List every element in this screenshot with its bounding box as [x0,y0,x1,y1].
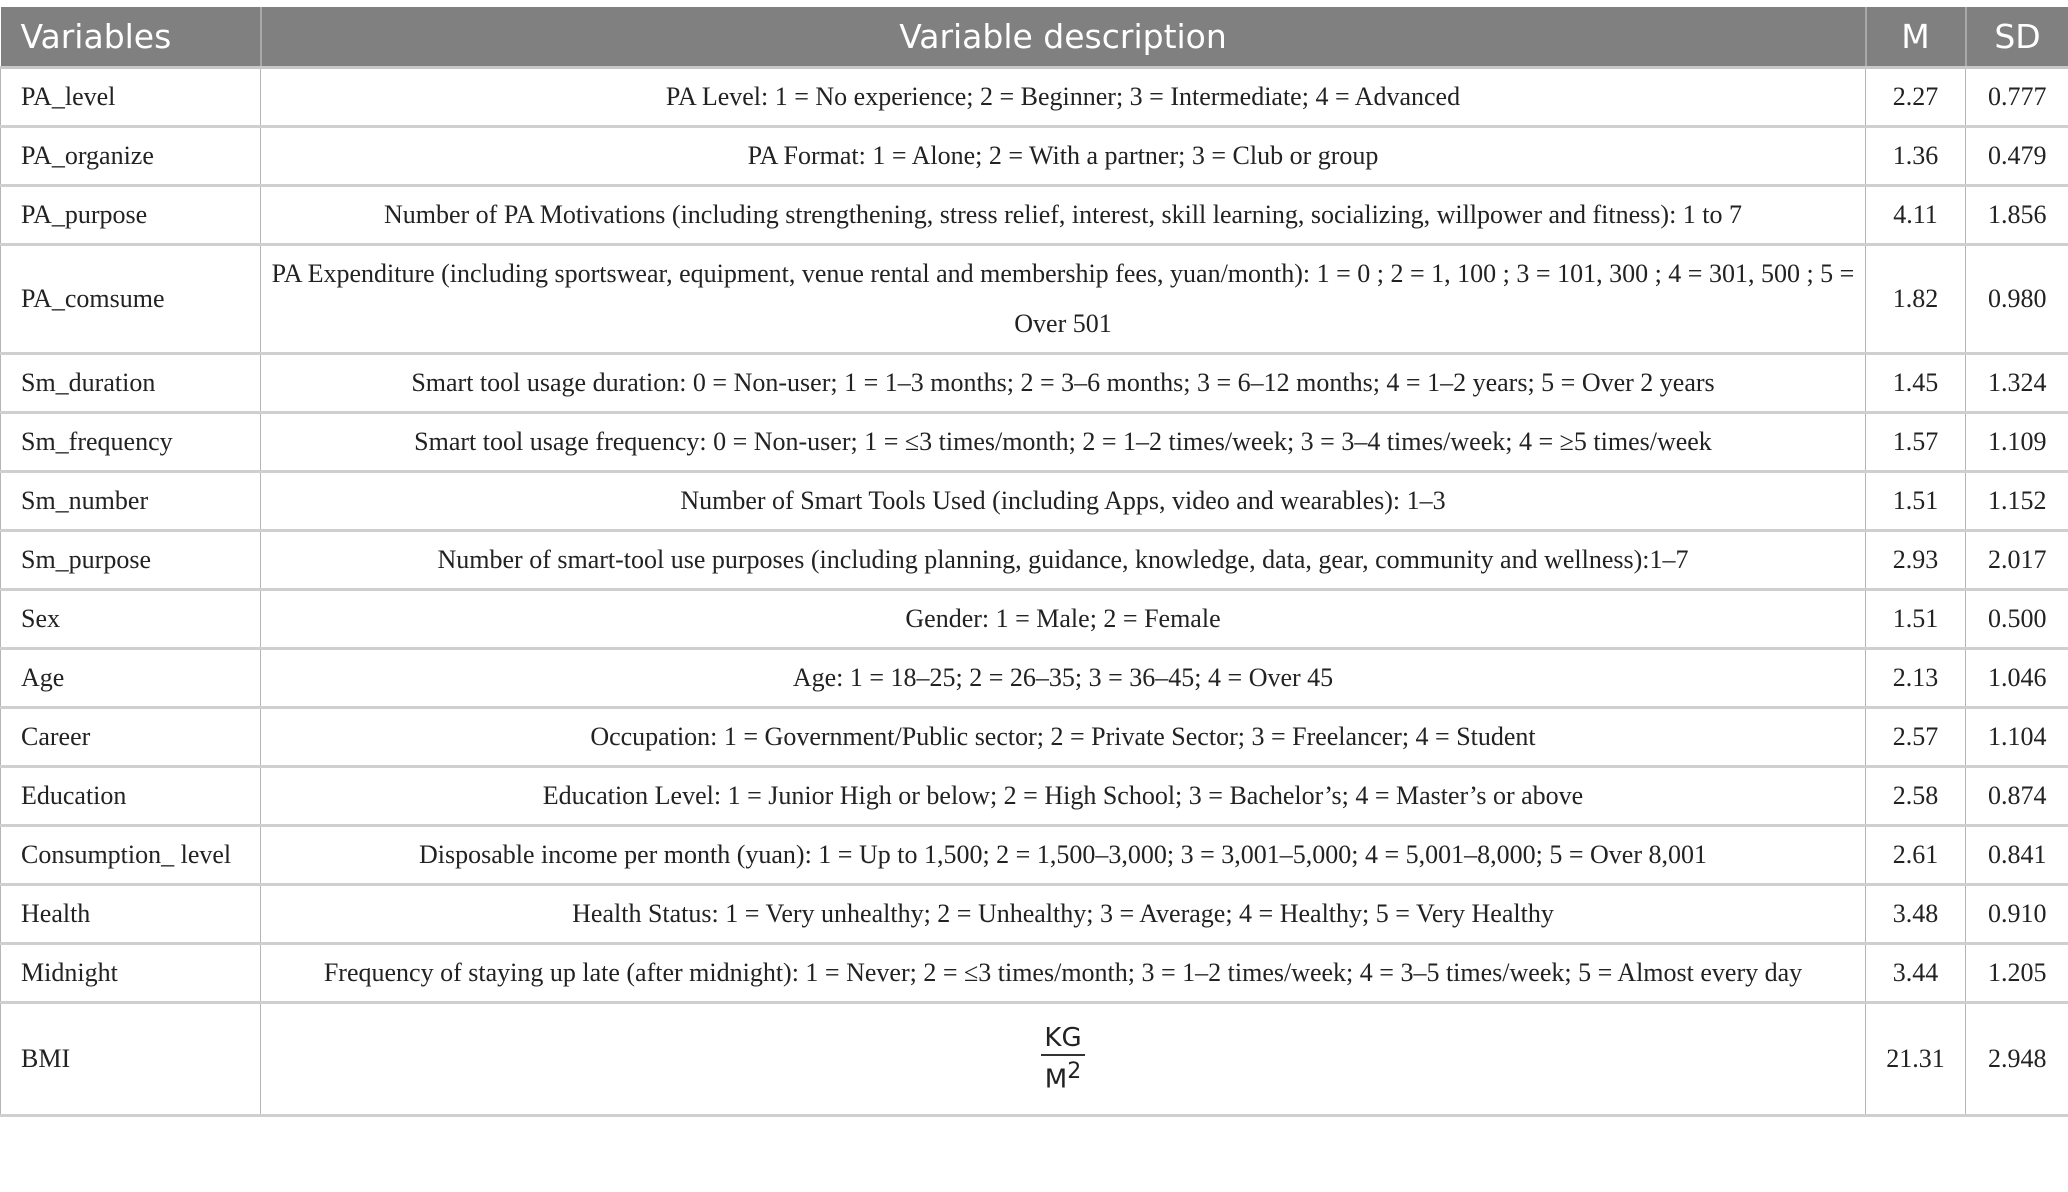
mean-value: 2.93 [1866,531,1966,590]
variable-name: PA_purpose [1,186,261,245]
variable-name: Education [1,767,261,826]
formula-exponent: 2 [1067,1059,1082,1085]
variable-name: Sex [1,590,261,649]
variable-description: Smart tool usage duration: 0 = Non-user; 1 = 1–3 months; 2 = 3–6 months; 3 = 6–12 months; 4 = 1–2 years; 5 = Over 2 years [261,354,1866,413]
sd-value: 2.017 [1966,531,2068,590]
variable-name: BMI [1,1003,261,1116]
variable-description: Disposable income per month (yuan): 1 = Up to 1,500; 2 = 1,500–3,000; 3 = 3,001–5,000; 4 = 5,001–8,000; 5 = Over 8,001 [261,826,1866,885]
sd-value: 0.479 [1966,127,2068,186]
variables-table [0,7,2068,1117]
variable-name: Sm_purpose [1,531,261,590]
mean-value: 1.45 [1866,354,1966,413]
table-row [1,186,2068,245]
variable-name: Career [1,708,261,767]
mean-value: 4.11 [1866,186,1966,245]
table-row [1,531,2068,590]
bmi-formula [1041,1022,1085,1096]
mean-value: 2.27 [1866,68,1966,127]
table-row [1,649,2068,708]
variable-description [261,1003,1866,1116]
sd-value: 1.109 [1966,413,2068,472]
variable-name: PA_organize [1,127,261,186]
table-row [1,944,2068,1003]
sd-value: 0.500 [1966,590,2068,649]
variable-name: Health [1,885,261,944]
variable-description: Number of Smart Tools Used (including Apps, video and wearables): 1–3 [261,472,1866,531]
table-row [1,708,2068,767]
formula-denominator: M [1044,1064,1068,1095]
mean-value: 3.44 [1866,944,1966,1003]
table-row-bmi [1,1003,2068,1116]
header-row [1,7,2068,68]
mean-value: 21.31 [1866,1003,1966,1116]
mean-value: 2.57 [1866,708,1966,767]
variable-description: Frequency of staying up late (after midnight): 1 = Never; 2 = ≤3 times/month; 3 = 1–2 times/week; 4 = 3–5 times/week; 5 = Almost every day [261,944,1866,1003]
mean-value: 1.36 [1866,127,1966,186]
variable-description: Age: 1 = 18–25; 2 = 26–35; 3 = 36–45; 4 = Over 45 [261,649,1866,708]
mean-value: 3.48 [1866,885,1966,944]
table-row [1,245,2068,354]
mean-value: 2.61 [1866,826,1966,885]
sd-value: 0.910 [1966,885,2068,944]
table-row [1,826,2068,885]
variable-name: Midnight [1,944,261,1003]
sd-value: 1.205 [1966,944,2068,1003]
variable-description: Smart tool usage frequency: 0 = Non-user; 1 = ≤3 times/month; 2 = 1–2 times/week; 3 = 3–4 times/week; 4 = ≥5 times/week [261,413,1866,472]
variable-description: Health Status: 1 = Very unhealthy; 2 = Unhealthy; 3 = Average; 4 = Healthy; 5 = Very Healthy [261,885,1866,944]
variable-name: PA_comsume [1,245,261,354]
sd-value: 1.104 [1966,708,2068,767]
header-sd: SD [1966,7,2068,68]
variable-name: Age [1,649,261,708]
table-row [1,68,2068,127]
mean-value: 2.13 [1866,649,1966,708]
table-row [1,127,2068,186]
variable-description: PA Expenditure (including sportswear, equipment, venue rental and membership fees, yuan/month): 1 = 0 ; 2 = 1, 100 ; 3 = 101, 300 ; 4 = 301, 500 ; 5 = Over 501 [261,245,1866,354]
header-variables: Variables [1,7,261,68]
sd-value: 0.841 [1966,826,2068,885]
variable-name: PA_level [1,68,261,127]
table-row [1,590,2068,649]
sd-value: 1.856 [1966,186,2068,245]
mean-value: 2.58 [1866,767,1966,826]
sd-value: 1.152 [1966,472,2068,531]
mean-value: 1.82 [1866,245,1966,354]
table-row [1,767,2068,826]
variable-description: Number of PA Motivations (including strengthening, stress relief, interest, skill learning, socializing, willpower and fitness): 1 to 7 [261,186,1866,245]
sd-value: 1.046 [1966,649,2068,708]
formula-numerator: KG [1044,1023,1082,1054]
variable-name: Consumption_ level [1,826,261,885]
variable-description: Education Level: 1 = Junior High or below; 2 = High School; 3 = Bachelor’s; 4 = Master’s or above [261,767,1866,826]
variable-name: Sm_number [1,472,261,531]
sd-value: 0.980 [1966,245,2068,354]
sd-value: 1.324 [1966,354,2068,413]
sd-value: 0.874 [1966,767,2068,826]
variable-description: Gender: 1 = Male; 2 = Female [261,590,1866,649]
variable-name: Sm_frequency [1,413,261,472]
header-description: Variable description [261,7,1866,68]
variable-description: PA Level: 1 = No experience; 2 = Beginner; 3 = Intermediate; 4 = Advanced [261,68,1866,127]
variable-name: Sm_duration [1,354,261,413]
header-m: M [1866,7,1966,68]
table-row [1,885,2068,944]
variable-description: Occupation: 1 = Government/Public sector; 2 = Private Sector; 3 = Freelancer; 4 = Student [261,708,1866,767]
sd-value: 0.777 [1966,68,2068,127]
variable-description: PA Format: 1 = Alone; 2 = With a partner; 3 = Club or group [261,127,1866,186]
variable-description: Number of smart-tool use purposes (including planning, guidance, knowledge, data, gear, community and wellness):1–7 [261,531,1866,590]
table-row [1,413,2068,472]
mean-value: 1.57 [1866,413,1966,472]
mean-value: 1.51 [1866,472,1966,531]
sd-value: 2.948 [1966,1003,2068,1116]
mean-value: 1.51 [1866,590,1966,649]
table-row [1,472,2068,531]
table-row [1,354,2068,413]
